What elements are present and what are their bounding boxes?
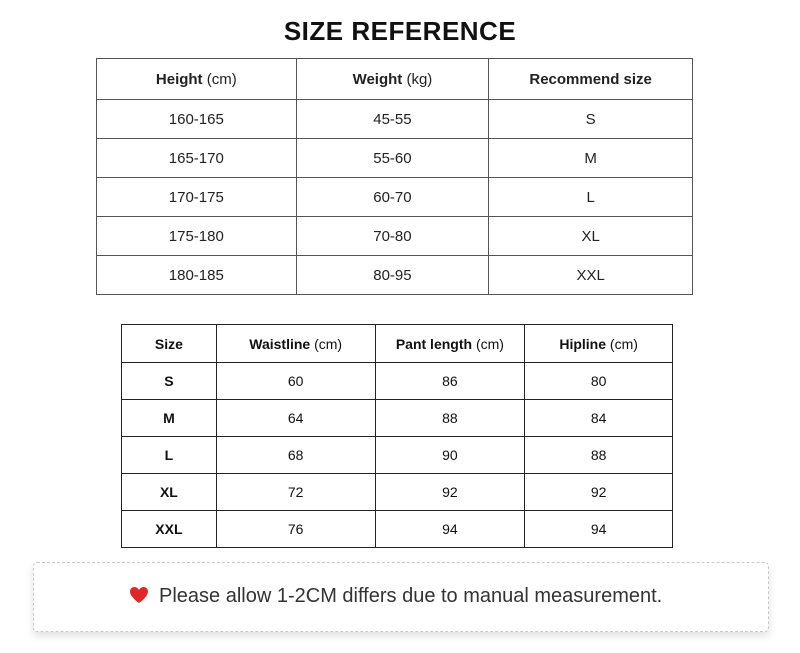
table-row xyxy=(122,474,673,511)
column-header-pant-length: Pant length (cm) xyxy=(375,325,525,363)
size-measurement-table xyxy=(121,324,673,548)
size-cell: M xyxy=(489,139,693,178)
hipline-cell: 80 xyxy=(525,363,673,400)
waistline-cell: 76 xyxy=(216,511,375,548)
size-cell: M xyxy=(122,400,217,437)
table-row xyxy=(122,437,673,474)
column-header-height: Height (cm) xyxy=(97,59,297,100)
heart-icon xyxy=(129,586,149,604)
weight-cell: 60-70 xyxy=(296,178,489,217)
measurement-note-box xyxy=(33,562,769,632)
table-row xyxy=(97,139,693,178)
column-header-hipline: Hipline (cm) xyxy=(525,325,673,363)
height-cell: 175-180 xyxy=(97,217,297,256)
size-cell: XXL xyxy=(122,511,217,548)
table-row xyxy=(97,256,693,295)
column-header-recommend-size: Recommend size xyxy=(489,59,693,100)
table-row xyxy=(122,363,673,400)
pant-length-cell: 88 xyxy=(375,400,525,437)
note-text: Please allow 1-2CM differs due to manual measurement. xyxy=(159,585,663,607)
weight-cell: 55-60 xyxy=(296,139,489,178)
hipline-cell: 84 xyxy=(525,400,673,437)
table-row xyxy=(97,178,693,217)
waistline-cell: 64 xyxy=(216,400,375,437)
pant-length-cell: 90 xyxy=(375,437,525,474)
height-cell: 180-185 xyxy=(97,256,297,295)
table-row xyxy=(97,217,693,256)
size-cell: XL xyxy=(489,217,693,256)
size-cell: S xyxy=(122,363,217,400)
hipline-cell: 92 xyxy=(525,474,673,511)
hipline-cell: 94 xyxy=(525,511,673,548)
pant-length-cell: 94 xyxy=(375,511,525,548)
height-cell: 165-170 xyxy=(97,139,297,178)
size-cell: XXL xyxy=(489,256,693,295)
weight-cell: 70-80 xyxy=(296,217,489,256)
pant-length-cell: 92 xyxy=(375,474,525,511)
hipline-cell: 88 xyxy=(525,437,673,474)
column-header-weight: Weight (kg) xyxy=(296,59,489,100)
height-weight-size-table xyxy=(96,58,693,295)
size-cell: S xyxy=(489,100,693,139)
table-row xyxy=(97,100,693,139)
pant-length-cell: 86 xyxy=(375,363,525,400)
size-cell: L xyxy=(489,178,693,217)
table-header-row xyxy=(97,59,693,100)
weight-cell: 80-95 xyxy=(296,256,489,295)
page-title: SIZE REFERENCE xyxy=(283,16,517,46)
column-header-waistline: Waistline (cm) xyxy=(216,325,375,363)
waistline-cell: 60 xyxy=(216,363,375,400)
table-row xyxy=(122,511,673,548)
height-cell: 160-165 xyxy=(97,100,297,139)
waistline-cell: 68 xyxy=(216,437,375,474)
weight-cell: 45-55 xyxy=(296,100,489,139)
size-cell: L xyxy=(122,437,217,474)
size-cell: XL xyxy=(122,474,217,511)
column-header-size: Size xyxy=(122,325,217,363)
table-row xyxy=(122,400,673,437)
table-header-row xyxy=(122,325,673,363)
waistline-cell: 72 xyxy=(216,474,375,511)
height-cell: 170-175 xyxy=(97,178,297,217)
